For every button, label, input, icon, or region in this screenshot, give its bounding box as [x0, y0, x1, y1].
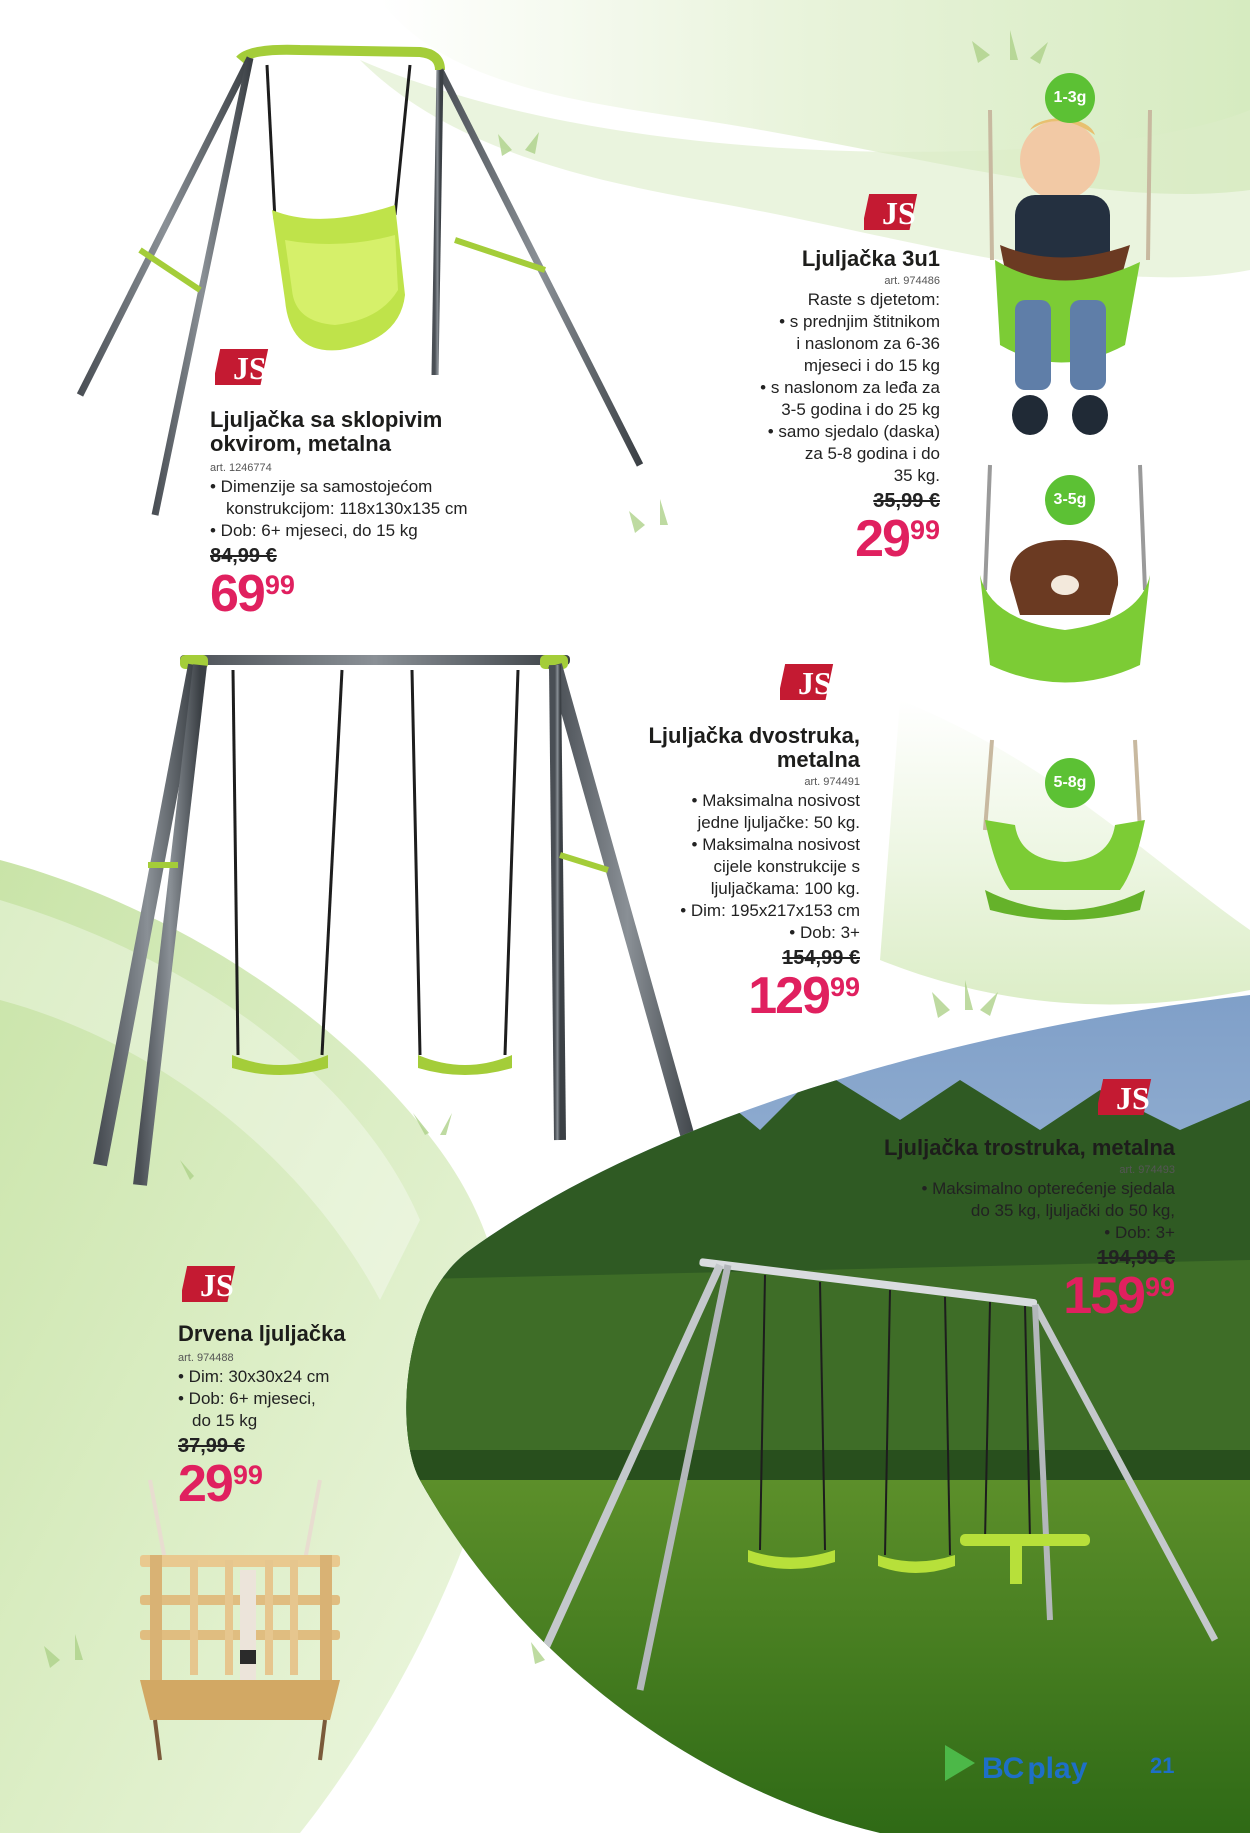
product-folding-swing	[210, 407, 540, 623]
product-triple-swing	[830, 1135, 1175, 1325]
spec-line: do 15 kg	[192, 1411, 258, 1430]
spec-line: ljuljačkama: 100 kg.	[710, 879, 860, 898]
spec-line: • s prednjim štitnikom	[779, 312, 940, 331]
spec-line: cijele konstrukcije s	[713, 857, 860, 876]
spec-line: • Dimenzije sa samostojećom	[210, 477, 433, 496]
brand-play: play	[1027, 1752, 1088, 1785]
price-cents: 99	[1144, 1272, 1175, 1302]
spec-line: • Dob: 6+ mjeseci,	[178, 1389, 316, 1408]
spec-line: 3-5 godina i do 25 kg	[781, 400, 940, 419]
article-number: art. 1246774	[210, 462, 272, 474]
old-price: 37,99 €	[178, 1435, 245, 1457]
svg-text:JS: JS	[882, 195, 916, 231]
spec-line: • Dob: 3+	[789, 923, 860, 942]
new-price	[590, 967, 860, 1025]
price-main: 69	[210, 565, 264, 623]
bc-play-logo	[982, 1752, 1087, 1786]
svg-text:JS: JS	[798, 665, 832, 701]
price-cents: 99	[232, 1460, 263, 1490]
product-title: Ljuljačka dvostruka,	[648, 723, 860, 748]
product-title: Ljuljačka sa sklopivim	[210, 407, 443, 432]
article-number: art. 974488	[178, 1352, 234, 1364]
product-title: Ljuljačka 3u1	[801, 246, 940, 271]
old-price: 35,99 €	[873, 490, 940, 512]
brand-logo-icon	[780, 660, 846, 710]
new-price	[700, 510, 940, 568]
spec-line: • s naslonom za leđa za	[760, 378, 940, 397]
price-cents: 99	[829, 972, 860, 1002]
new-price	[830, 1267, 1175, 1325]
brand-bc: BC	[982, 1752, 1024, 1785]
spec-line: • Dob: 6+ mjeseci, do 15 kg	[210, 521, 418, 540]
price-main: 29	[178, 1455, 232, 1513]
spec-line: do 35 kg, ljuljački do 50 kg,	[970, 1201, 1175, 1220]
new-price	[178, 1455, 418, 1513]
spec-line: • Maksimalna nosivost	[691, 791, 860, 810]
svg-text:JS: JS	[200, 1267, 234, 1303]
spec-line: • Maksimalna nosivost	[691, 835, 860, 854]
price-main: 159	[1063, 1267, 1144, 1325]
article-number: art. 974486	[884, 275, 940, 287]
brand-logo-icon	[864, 190, 930, 240]
brand-logo-icon	[1098, 1075, 1164, 1125]
old-price: 154,99 €	[782, 947, 860, 969]
spec-line: i naslonom za 6-36	[796, 334, 940, 353]
page-number: 21	[1150, 1753, 1175, 1778]
spec-line: • Dim: 195x217x153 cm	[680, 901, 860, 920]
product-title: Ljuljačka trostruka, metalna	[884, 1135, 1175, 1160]
age-badge: 3-5g	[1045, 475, 1095, 525]
article-number: art. 974493	[1119, 1164, 1175, 1176]
spec-line: • Dob: 3+	[1104, 1223, 1175, 1242]
article-number: art. 974491	[804, 776, 860, 788]
svg-text:JS: JS	[1116, 1080, 1150, 1116]
product-wooden-swing	[178, 1321, 418, 1513]
svg-text:JS: JS	[233, 350, 267, 386]
spec-line: mjeseci i do 15 kg	[803, 356, 940, 375]
spec-line: za 5-8 godina i do	[804, 444, 940, 463]
spec-line: • samo sjedalo (daska)	[767, 422, 940, 441]
brand-logo-icon	[215, 345, 281, 395]
brand-logo-icon	[182, 1262, 248, 1312]
spec-line: • Dim: 30x30x24 cm	[178, 1367, 330, 1386]
old-price: 84,99 €	[210, 545, 277, 567]
spec-line: konstrukcijom: 118x130x135 cm	[226, 499, 468, 518]
spec-line: jedne ljuljačke: 50 kg.	[697, 813, 860, 832]
product-double-swing	[590, 723, 860, 1025]
product-title: metalna	[776, 747, 860, 772]
old-price: 194,99 €	[1097, 1247, 1175, 1269]
spec-line: • Maksimalno opterećenje sjedala	[921, 1179, 1175, 1198]
price-main: 129	[748, 967, 829, 1025]
product-title: Drvena ljuljačka	[178, 1321, 346, 1346]
price-cents: 99	[264, 570, 295, 600]
product-swing-3in1	[700, 246, 940, 568]
age-badge: 5-8g	[1045, 758, 1095, 808]
spec-line: 35 kg.	[893, 466, 940, 485]
new-price	[210, 565, 540, 623]
age-badge: 1-3g	[1045, 73, 1095, 123]
price-main: 29	[855, 510, 909, 568]
product-title: okvirom, metalna	[210, 431, 391, 456]
price-cents: 99	[909, 515, 940, 545]
spec-line: Raste s djetetom:	[807, 290, 940, 309]
